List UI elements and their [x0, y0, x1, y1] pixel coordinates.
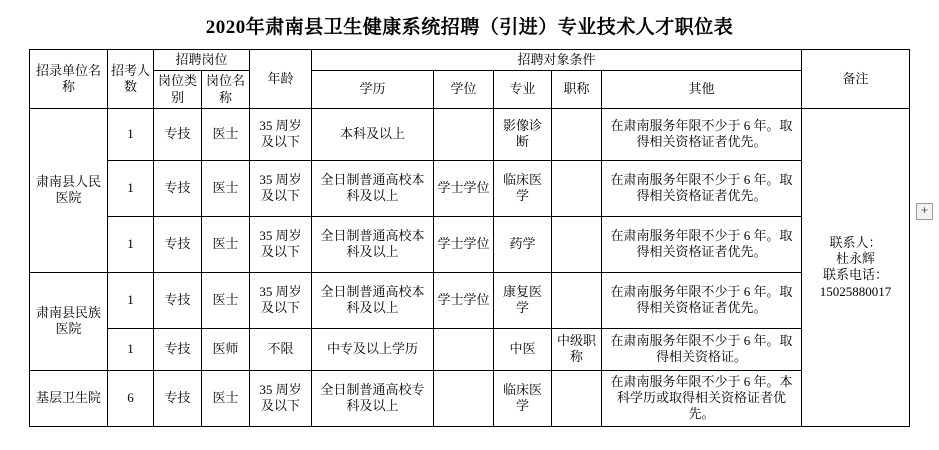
header-post-name: 岗位名称	[201, 71, 249, 109]
remark-phone-label: 联系电话：	[823, 267, 889, 283]
cell-title-rank	[552, 108, 602, 160]
remark-contact-label: 联系人：	[829, 234, 882, 250]
cell-major: 康复医学	[494, 272, 552, 328]
cell-other: 在肃南服务年限不少于 6 年。取得相关资格证。	[602, 328, 802, 370]
cell-other: 在肃南服务年限不少于 6 年。本科学历或取得相关资格证者优先。	[602, 370, 802, 426]
cell-age: 不限	[250, 328, 312, 370]
header-education: 学历	[312, 71, 434, 109]
job-position-table	[29, 49, 910, 427]
header-major: 专业	[494, 71, 552, 109]
cell-post-type: 专技	[153, 272, 201, 328]
cell-other: 在肃南服务年限不少于 6 年。取得相关资格证者优先。	[602, 272, 802, 328]
cell-count: 1	[107, 272, 153, 328]
header-post-type: 岗位类别	[153, 71, 201, 109]
cell-title-rank: 中级职称	[552, 328, 602, 370]
cell-major: 临床医学	[494, 370, 552, 426]
cell-age: 35 周岁及以下	[250, 272, 312, 328]
table-row	[29, 160, 909, 216]
cell-count: 1	[107, 108, 153, 160]
table-body	[29, 108, 909, 426]
cell-other: 在肃南服务年限不少于 6 年。取得相关资格证者优先。	[602, 160, 802, 216]
table-row	[29, 108, 909, 160]
cell-degree	[434, 328, 494, 370]
header-condition-group: 招聘对象条件	[312, 50, 802, 71]
cell-degree: 学士学位	[434, 216, 494, 272]
cell-count: 6	[107, 370, 153, 426]
cell-title-rank	[552, 370, 602, 426]
cell-major: 临床医学	[494, 160, 552, 216]
header-degree: 学位	[434, 71, 494, 109]
cell-unit: 肃南县民族医院	[29, 272, 107, 370]
cell-education: 全日制普通高校本科及以上	[312, 272, 434, 328]
cell-age: 35 周岁及以下	[250, 370, 312, 426]
cell-major: 药学	[494, 216, 552, 272]
table-row	[29, 328, 909, 370]
cell-title-rank	[552, 160, 602, 216]
header-other: 其他	[602, 71, 802, 109]
cell-count: 1	[107, 328, 153, 370]
expand-handle-button[interactable]: +	[916, 203, 933, 220]
cell-count: 1	[107, 160, 153, 216]
cell-degree: 学士学位	[434, 160, 494, 216]
table-row	[29, 272, 909, 328]
cell-post-name: 医士	[201, 272, 249, 328]
cell-post-name: 医士	[201, 370, 249, 426]
cell-count: 1	[107, 216, 153, 272]
cell-age: 35 周岁及以下	[250, 108, 312, 160]
cell-major: 影像诊断	[494, 108, 552, 160]
header-row-1	[29, 50, 909, 71]
cell-post-type: 专技	[153, 216, 201, 272]
cell-unit: 基层卫生院	[29, 370, 107, 426]
remark-phone: 15025880017	[819, 283, 892, 299]
remark-contact-name: 杜永辉	[836, 251, 876, 266]
header-count: 招考人数	[107, 50, 153, 109]
cell-degree: 学士学位	[434, 272, 494, 328]
cell-post-type: 专技	[153, 328, 201, 370]
page-title: 2020年肃南县卫生健康系统招聘（引进）专业技术人才职位表	[205, 17, 734, 38]
cell-education: 中专及以上学历	[312, 328, 434, 370]
cell-post-name: 医士	[201, 160, 249, 216]
cell-title-rank	[552, 272, 602, 328]
cell-title-rank	[552, 216, 602, 272]
header-age: 年龄	[250, 50, 312, 109]
cell-degree	[434, 108, 494, 160]
header-unit: 招录单位名称	[29, 50, 107, 109]
cell-post-name: 医士	[201, 108, 249, 160]
cell-major: 中医	[494, 328, 552, 370]
cell-other: 在肃南服务年限不少于 6 年。取得相关资格证者优先。	[602, 108, 802, 160]
cell-age: 35 周岁及以下	[250, 160, 312, 216]
cell-education: 本科及以上	[312, 108, 434, 160]
cell-other: 在肃南服务年限不少于 6 年。取得相关资格证者优先。	[602, 216, 802, 272]
table-row	[29, 370, 909, 426]
cell-education: 全日制普通高校本科及以上	[312, 160, 434, 216]
cell-post-type: 专技	[153, 108, 201, 160]
header-remark: 备注	[802, 50, 910, 109]
header-row-2	[29, 71, 909, 109]
cell-unit: 肃南县人民医院	[29, 108, 107, 272]
cell-age: 35 周岁及以下	[250, 216, 312, 272]
cell-education: 全日制普通高校专科及以上	[312, 370, 434, 426]
cell-remark	[802, 108, 910, 426]
header-post-group: 招聘岗位	[153, 50, 249, 71]
table-header	[29, 50, 909, 109]
cell-post-name: 医士	[201, 216, 249, 272]
table-row	[29, 216, 909, 272]
cell-degree	[434, 370, 494, 426]
cell-education: 全日制普通高校本科及以上	[312, 216, 434, 272]
cell-post-type: 专技	[153, 370, 201, 426]
cell-post-name: 医师	[201, 328, 249, 370]
cell-post-type: 专技	[153, 160, 201, 216]
header-title-rank: 职称	[552, 71, 602, 109]
